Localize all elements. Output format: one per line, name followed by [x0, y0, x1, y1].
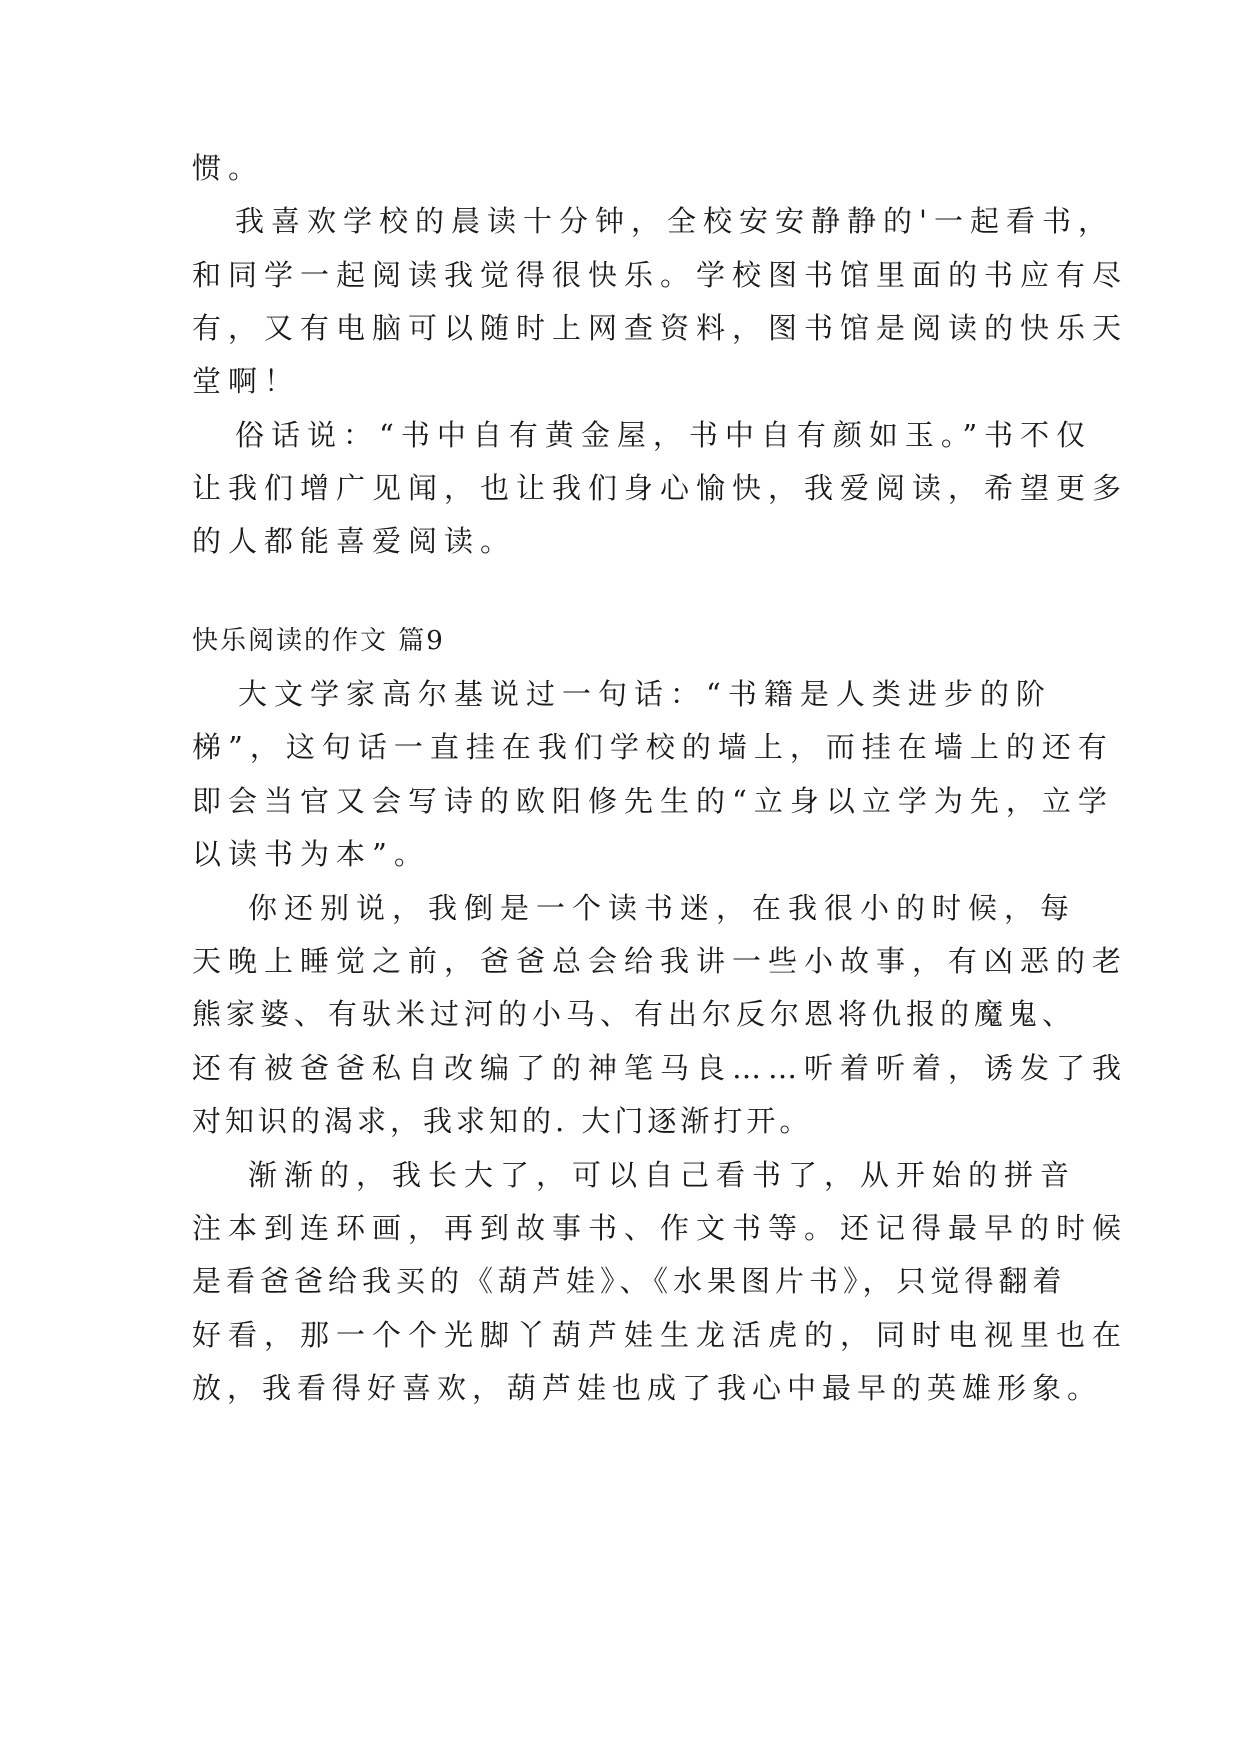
paragraph-line: 放，我看得好喜欢，葫芦娃也成了我心中最早的英雄形象。	[192, 1371, 1103, 1405]
paragraph-line: 熊家婆、有驮米过河的小马、有出尔反尔恩将仇报的魔鬼、	[192, 997, 1077, 1031]
paragraph-line: 以读书为本”。	[192, 837, 430, 871]
paragraph-line: 好看，那一个个光脚丫葫芦娃生龙活虎的，同时电视里也在	[192, 1318, 1129, 1352]
paragraph-line: 注本到连环画，再到故事书、作文书等。还记得最早的时候	[192, 1211, 1129, 1245]
paragraph-line: 大文学家高尔基说过一句话：“书籍是人类进步的阶	[238, 677, 1052, 711]
paragraph-line: 的人都能喜爱阅读。	[192, 524, 517, 558]
paragraph-line: 有，又有电脑可以随时上网查资料，图书馆是阅读的快乐天	[192, 311, 1129, 345]
paragraph-line: 让我们增广见闻，也让我们身心愉快，我爱阅读，希望更多	[192, 471, 1129, 505]
paragraph-line: 对知识的渴求，我求知的. 大门逐渐打开。	[192, 1104, 813, 1138]
paragraph-line: 俗话说：“书中自有黄金屋，书中自有颜如玉。”书不仅	[235, 418, 1093, 452]
paragraph-line: 和同学一起阅读我觉得很快乐。学校图书馆里面的书应有尽	[192, 258, 1129, 292]
paragraph-line: 渐渐的，我长大了，可以自己看书了，从开始的拼音	[248, 1158, 1077, 1192]
paragraph-line: 即会当官又会写诗的欧阳修先生的“立身以立学为先，立学	[192, 784, 1114, 818]
paragraph-line: 还有被爸爸私自改编了的神笔马良……听着听着，诱发了我	[192, 1051, 1129, 1085]
paragraph-line: 堂啊！	[192, 364, 301, 398]
paragraph-line: 梯”，这句话一直挂在我们学校的墙上，而挂在墙上的还有	[192, 730, 1114, 764]
essay-title: 快乐阅读的作文 篇9	[192, 626, 445, 656]
paragraph-line: 我喜欢学校的晨读十分钟，全校安安静静的'一起看书，	[235, 204, 1114, 238]
paragraph-line: 惯。	[192, 151, 265, 185]
paragraph-line: 是看爸爸给我买的《葫芦娃》、《水果图片书》，只觉得翻着	[192, 1264, 1067, 1298]
paragraph-line: 天晚上睡觉之前，爸爸总会给我讲一些小故事，有凶恶的老	[192, 944, 1129, 978]
paragraph-line: 你还别说，我倒是一个读书迷，在我很小的时候，每	[248, 891, 1077, 925]
